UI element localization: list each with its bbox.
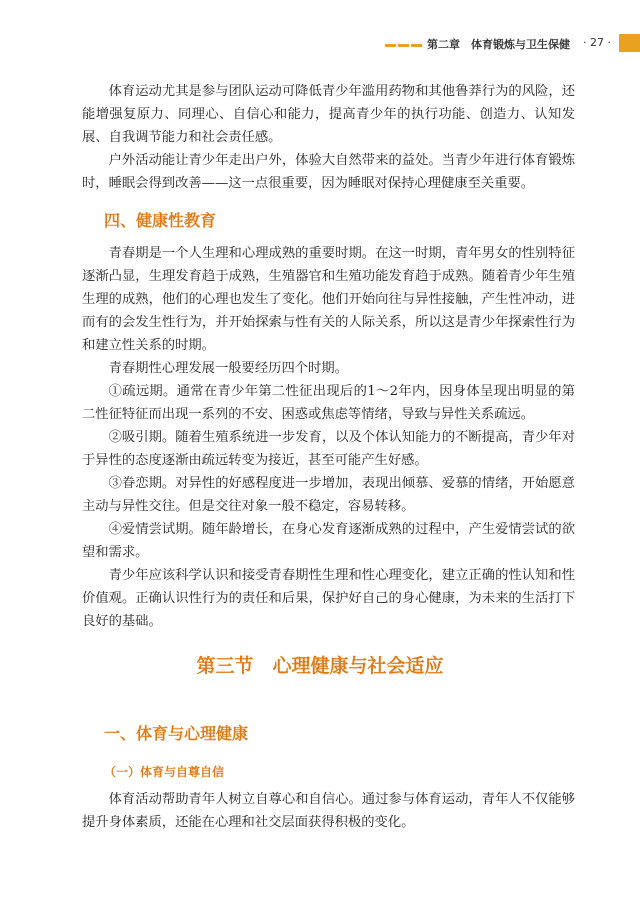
header-dash-decoration bbox=[398, 44, 409, 47]
body-paragraph: 体育活动帮助青年人树立自尊心和自信心。通过参与体育运动，青年人不仅能够提升身体素质，还能在心理和社交层面获得积极的变化。 bbox=[82, 792, 575, 830]
header-dash-decoration bbox=[411, 44, 422, 47]
body-paragraph: 户外活动能让青少年走出户外，体验大自然带来的益处。当青少年进行体育锻炼时，睡眠会得到改善——这一点很重要，因为睡眠对保持心理健康至关重要。 bbox=[82, 153, 575, 191]
list-paragraph: ④爱情尝试期。随年龄增长，在身心发育逐渐成熟的过程中，产生爱情尝试的欲望和需求。 bbox=[82, 522, 575, 560]
header-dash-decoration bbox=[385, 44, 396, 47]
body-paragraph: 体育运动尤其是参与团队运动可降低青少年滥用药物和其他鲁莽行为的风险，还能增强复原力、同理心、自信心和能力，提高青少年的执行功能、创造力、认知发展、自我调节能力和社会责任感。 bbox=[82, 84, 575, 145]
subheading-self-esteem: （一）体育与自尊自信 bbox=[104, 765, 225, 779]
heading-sport-psychology: 一、体育与心理健康 bbox=[104, 724, 249, 743]
list-paragraph: ③眷恋期。对异性的好感程度进一步增加，表现出倾慕、爱慕的情绪，开始愿意主动与异性交往。但是交往对象一般不稳定，容易转移。 bbox=[82, 476, 575, 514]
chapter-title: 第二章 体育锻炼与卫生保健 bbox=[427, 38, 570, 51]
section-title: 第三节 心理健康与社会适应 bbox=[196, 655, 444, 677]
list-paragraph: ①疏远期。通常在青少年第二性征出现后的1～2年内，因身体呈现出明显的第二性征特征而出现一系列的不安、困惑或焦虑等情绪，导致与异性关系疏远。 bbox=[82, 384, 575, 422]
list-paragraph: ②吸引期。随着生殖系统进一步发育，以及个体认知能力的不断提高，青少年对于异性的态度逐渐由疏远转变为接近，甚至可能产生好感。 bbox=[82, 430, 575, 468]
heading-health-education: 四、健康性教育 bbox=[104, 211, 217, 230]
page-tab-marker bbox=[619, 34, 640, 52]
body-paragraph: 青春期是一个人生理和心理成熟的重要时期。在这一时期，青年男女的性别特征逐渐凸显，生理发育趋于成熟，生殖器官和生殖功能发育趋于成熟。随着青少年生殖生理的成熟，他们的心理也发生了变化。他们开始向往与异性接触，产生性冲动，进而有的会发生性行为，并开始探索与性有关的人际关系，所以这是青少年探索性行为和建立性关系的时期。 bbox=[82, 246, 575, 353]
body-paragraph: 青少年应该科学认识和接受青春期性生理和性心理变化，建立正确的性认知和性价值观。正确认识性行为的责任和后果，保护好自己的身心健康，为未来的生活打下良好的基础。 bbox=[82, 568, 575, 629]
page-number: · 27 · bbox=[583, 36, 611, 49]
page-header bbox=[0, 34, 640, 56]
body-paragraph: 青春期性心理发展一般要经历四个时期。 bbox=[108, 361, 348, 376]
